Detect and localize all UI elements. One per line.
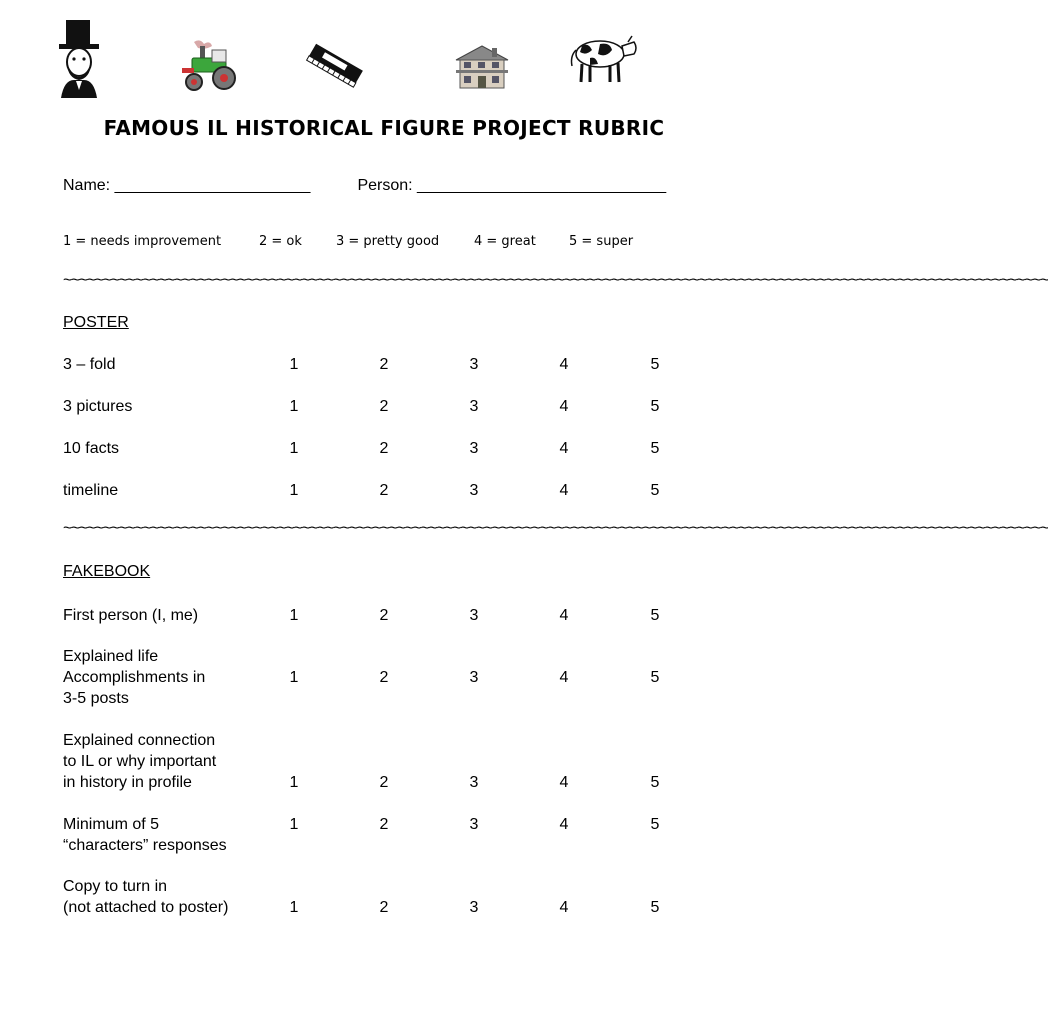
scale-item-1: 1 = needs improvement: [63, 234, 222, 249]
score-option-5[interactable]: 5: [650, 669, 660, 686]
criterion-label: First person (I, me): [63, 607, 199, 624]
score-option-4[interactable]: 4: [559, 356, 569, 373]
person-field[interactable]: Person: ____________________________: [357, 177, 667, 194]
criterion-label: timeline: [63, 482, 119, 499]
score-option-3[interactable]: 3: [469, 899, 479, 916]
score-option-1[interactable]: 1: [289, 482, 299, 499]
score-option-3[interactable]: 3: [469, 816, 479, 833]
score-option-2[interactable]: 2: [379, 774, 389, 791]
tractor-icon: [180, 38, 240, 92]
score-option-4[interactable]: 4: [559, 398, 569, 415]
score-option-3[interactable]: 3: [469, 607, 479, 624]
score-option-1[interactable]: 1: [289, 816, 299, 833]
score-option-5[interactable]: 5: [650, 607, 660, 624]
score-option-5[interactable]: 5: [650, 440, 660, 457]
section-heading-poster: POSTER: [63, 314, 129, 331]
scale-item-4: 4 = great: [474, 234, 536, 249]
score-option-2[interactable]: 2: [379, 607, 389, 624]
criterion-label: Copy to turn in (not attached to poster): [63, 878, 229, 916]
score-option-4[interactable]: 4: [559, 899, 569, 916]
cow-icon: [568, 32, 640, 86]
harmonica-icon: [304, 42, 366, 88]
score-option-4[interactable]: 4: [559, 482, 569, 499]
score-option-4[interactable]: 4: [559, 440, 569, 457]
score-option-3[interactable]: 3: [469, 398, 479, 415]
score-option-5[interactable]: 5: [650, 774, 660, 791]
lincoln-portrait-icon: [56, 18, 102, 98]
divider: ~~~~~~~~~~~~~~~~~~~~~~~~~~~~~~~~~~~~~~~~~~~~~~~~~~~~~~~~~~~~~~~~~~~~~~~~~~~~~~~~~~~~~~~~~~~~~~~~~~~~~~~~~~~~~~~~~~~~~~~~~~~~: [63, 272, 1048, 289]
score-option-5[interactable]: 5: [650, 482, 660, 499]
house-icon: [452, 42, 512, 90]
score-option-3[interactable]: 3: [469, 774, 479, 791]
score-option-1[interactable]: 1: [289, 440, 299, 457]
page-title: FAMOUS IL HISTORICAL FIGURE PROJECT RUBRIC: [103, 116, 665, 140]
section-heading-fakebook: FAKEBOOK: [63, 563, 151, 580]
student-fields: [63, 177, 666, 195]
score-option-3[interactable]: 3: [469, 669, 479, 686]
score-option-1[interactable]: 1: [289, 669, 299, 686]
score-option-2[interactable]: 2: [379, 482, 389, 499]
scale-item-3: 3 = pretty good: [336, 234, 440, 249]
score-option-4[interactable]: 4: [559, 669, 569, 686]
score-option-5[interactable]: 5: [650, 356, 660, 373]
name-field[interactable]: Name: ______________________: [63, 177, 311, 194]
score-option-2[interactable]: 2: [379, 440, 389, 457]
score-option-5[interactable]: 5: [650, 398, 660, 415]
score-option-2[interactable]: 2: [379, 899, 389, 916]
scale-item-2: 2 = ok: [259, 234, 302, 249]
criterion-label: Explained connection to IL or why important in history in profile: [63, 732, 217, 791]
score-option-2[interactable]: 2: [379, 816, 389, 833]
score-option-3[interactable]: 3: [469, 356, 479, 373]
score-option-1[interactable]: 1: [289, 774, 299, 791]
criterion-label: 10 facts: [63, 440, 120, 457]
score-option-5[interactable]: 5: [650, 899, 660, 916]
criterion-label: Explained life Accomplishments in 3-5 posts: [63, 648, 206, 707]
score-option-5[interactable]: 5: [650, 816, 660, 833]
criterion-label: 3 pictures: [63, 398, 133, 415]
criterion-label: Minimum of 5 “characters” responses: [63, 816, 227, 854]
scale-item-5: 5 = super: [569, 234, 634, 249]
score-option-1[interactable]: 1: [289, 607, 299, 624]
criterion-label: 3 – fold: [63, 356, 116, 373]
score-option-1[interactable]: 1: [289, 899, 299, 916]
divider: ~~~~~~~~~~~~~~~~~~~~~~~~~~~~~~~~~~~~~~~~~~~~~~~~~~~~~~~~~~~~~~~~~~~~~~~~~~~~~~~~~~~~~~~~~~~~~~~~~~~~~~~~~~~~~~~~~~~~~~~~~~~~: [63, 520, 1048, 537]
score-option-3[interactable]: 3: [469, 440, 479, 457]
score-option-1[interactable]: 1: [289, 398, 299, 415]
score-option-2[interactable]: 2: [379, 398, 389, 415]
score-option-2[interactable]: 2: [379, 669, 389, 686]
score-option-2[interactable]: 2: [379, 356, 389, 373]
score-option-1[interactable]: 1: [289, 356, 299, 373]
score-option-4[interactable]: 4: [559, 607, 569, 624]
score-option-3[interactable]: 3: [469, 482, 479, 499]
score-option-4[interactable]: 4: [559, 774, 569, 791]
score-option-4[interactable]: 4: [559, 816, 569, 833]
